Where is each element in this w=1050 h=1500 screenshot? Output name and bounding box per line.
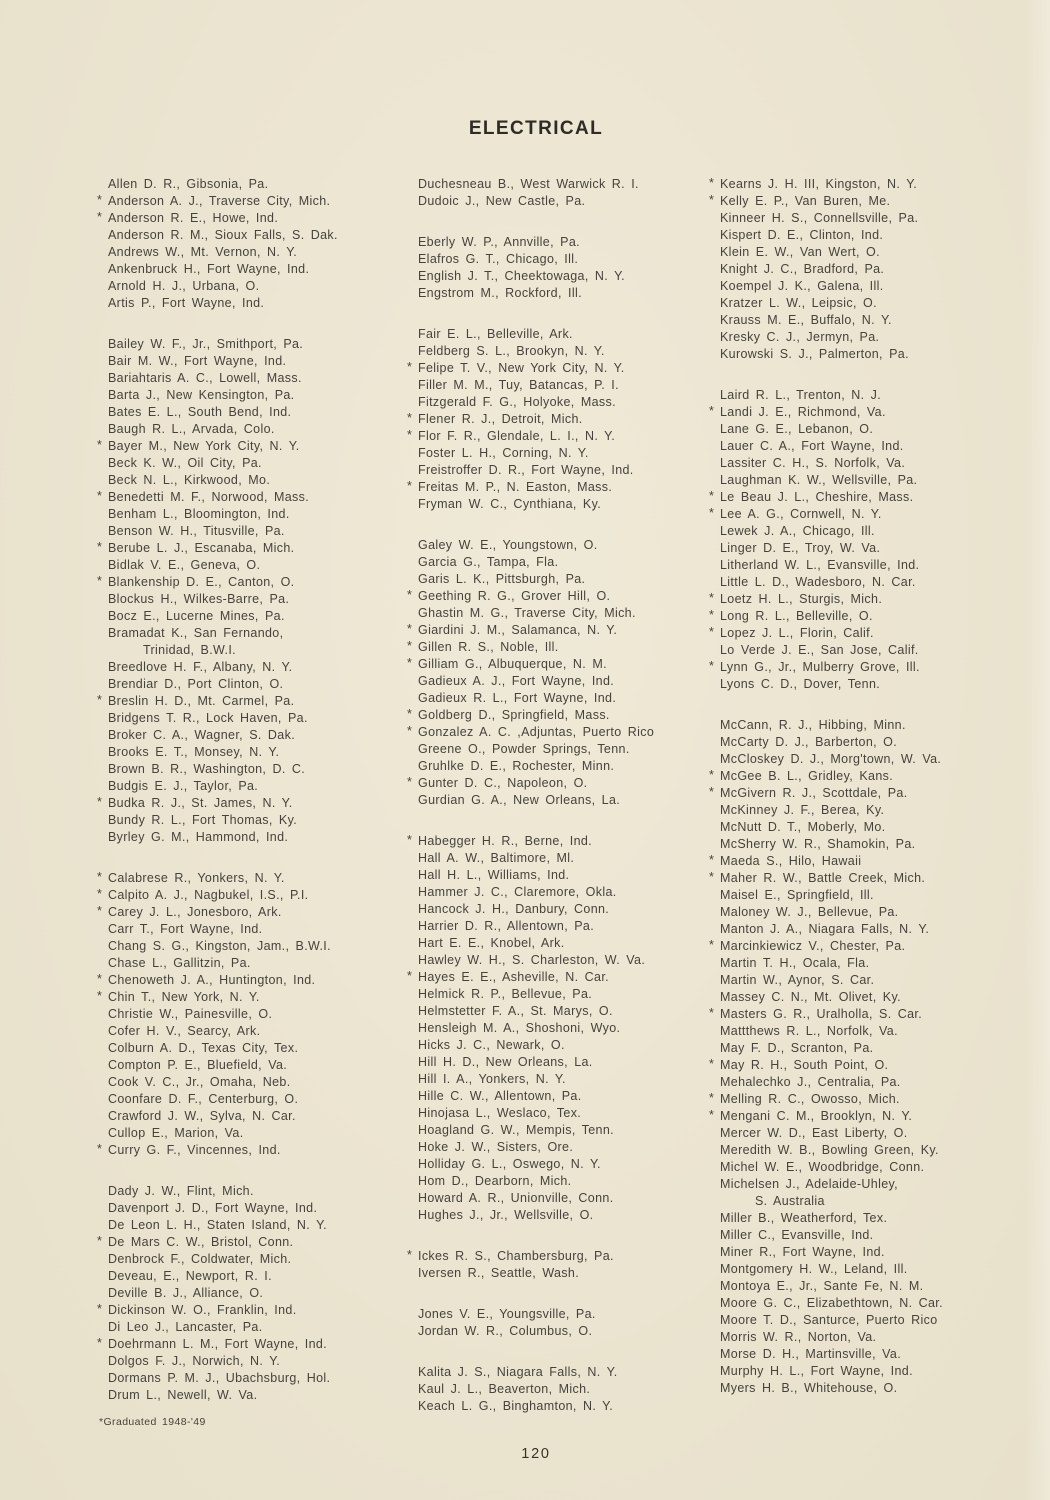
directory-entry: Hinojasa L., Weslaco, Tex. — [418, 1106, 582, 1120]
directory-entry: Hensleigh M. A., Shoshoni, Wyo. — [418, 1021, 621, 1035]
graduated-asterisk: * — [97, 989, 103, 1003]
directory-entry: Breedlove H. F., Albany, N. Y. — [108, 660, 293, 674]
directory-entry: Beck N. L., Kirkwood, Mo. — [108, 473, 271, 487]
directory-entry: Mercer W. D., East Liberty, O. — [720, 1126, 908, 1140]
directory-entry: Hille C. W., Allentown, Pa. — [418, 1089, 582, 1103]
entry-group — [407, 1364, 715, 1415]
graduated-asterisk: * — [407, 479, 413, 493]
directory-entry: * Bayer M., New York City, N. Y. — [97, 438, 300, 453]
graduated-asterisk: * — [97, 210, 103, 224]
directory-entry: Laird R. L., Trenton, N. J. — [720, 388, 882, 402]
graduated-asterisk: * — [407, 622, 413, 636]
directory-entry: Morse D. H., Martinsville, Va. — [720, 1347, 902, 1361]
directory-entry: De Leon L. H., Staten Island, N. Y. — [108, 1218, 327, 1232]
directory-entry: Hill H. D., New Orleans, La. — [418, 1055, 593, 1069]
directory-entry: Hoke J. W., Sisters, Ore. — [418, 1140, 574, 1154]
directory-entry: Murphy H. L., Fort Wayne, Ind. — [720, 1364, 913, 1378]
entry-group — [709, 387, 1039, 693]
directory-entry: Lo Verde J. E., San Jose, Calif. — [720, 643, 919, 657]
graduated-asterisk: * — [709, 506, 715, 520]
directory-entry: Hughes J., Jr., Wellsville, O. — [418, 1208, 594, 1222]
directory-entry: Krauss M. E., Buffalo, N. Y. — [720, 313, 892, 327]
directory-entry: * Lynn G., Jr., Mulberry Grove, Ill. — [709, 659, 920, 674]
directory-entry: * Gillen R. S., Noble, Ill. — [407, 639, 559, 654]
directory-entry: * Breslin H. D., Mt. Carmel, Pa. — [97, 693, 295, 708]
directory-entry: Lane G. E., Lebanon, O. — [720, 422, 874, 436]
directory-entry: McSherry W. R., Shamokin, Pa. — [720, 837, 916, 851]
directory-entry: McCann, R. J., Hibbing, Minn. — [720, 718, 906, 732]
directory-entry: Holliday G. L., Oswego, N. Y. — [418, 1157, 601, 1171]
entry-continuation-line: Trinidad, B.W.I. — [143, 643, 236, 657]
directory-entry: * Kelly E. P., Van Buren, Me. — [709, 193, 891, 208]
directory-entry: Colburn A. D., Texas City, Tex. — [108, 1041, 299, 1055]
graduated-asterisk: * — [407, 639, 413, 653]
directory-entry: Jones V. E., Youngsville, Pa. — [418, 1307, 596, 1321]
directory-entry: Klein E. W., Van Wert, O. — [720, 245, 880, 259]
directory-entry: Benson W. H., Titusville, Pa. — [108, 524, 285, 538]
directory-entry: Anderson R. M., Sioux Falls, S. Dak. — [108, 228, 338, 242]
entry-group — [97, 176, 405, 312]
directory-entry: McKinney J. F., Berea, Ky. — [720, 803, 885, 817]
directory-entry: * Maher R. W., Battle Creek, Mich. — [709, 870, 926, 885]
directory-entry: Cullop E., Marion, Va. — [108, 1126, 244, 1140]
graduated-asterisk: * — [709, 853, 715, 867]
directory-entry: Hart E. E., Knobel, Ark. — [418, 936, 565, 950]
graduated-asterisk: * — [97, 193, 103, 207]
graduated-asterisk: * — [407, 360, 413, 374]
graduated-asterisk: * — [97, 887, 103, 901]
directory-entry: Beck K. W., Oil City, Pa. — [108, 456, 262, 470]
directory-entry: Hicks J. C., Newark, O. — [418, 1038, 565, 1052]
directory-entry: Miner R., Fort Wayne, Ind. — [720, 1245, 885, 1259]
graduated-asterisk: * — [97, 1234, 103, 1248]
directory-entry: May F. D., Scranton, Pa. — [720, 1041, 874, 1055]
directory-entry: Andrews W., Mt. Vernon, N. Y. — [108, 245, 298, 259]
graduated-asterisk: * — [407, 775, 413, 789]
graduated-asterisk: * — [407, 588, 413, 602]
directory-entry: * Anderson R. E., Howe, Ind. — [97, 210, 279, 225]
directory-entry: Bocz E., Lucerne Mines, Pa. — [108, 609, 285, 623]
directory-entry: Cook V. C., Jr., Omaha, Neb. — [108, 1075, 291, 1089]
directory-entry: Hill I. A., Yonkers, N. Y. — [418, 1072, 566, 1086]
directory-entry: Fitzgerald F. G., Holyoke, Mass. — [418, 395, 616, 409]
entry-continuation-line: S. Australia — [755, 1194, 825, 1208]
graduated-asterisk: * — [407, 411, 413, 425]
directory-entry: * Chenoweth J. A., Huntington, Ind. — [97, 972, 316, 987]
directory-entry: Benham L., Bloomington, Ind. — [108, 507, 290, 521]
directory-entry: * Ickes R. S., Chambersburg, Pa. — [407, 1248, 614, 1263]
directory-entry: Lassiter C. H., S. Norfolk, Va. — [720, 456, 906, 470]
directory-entry: Iversen R., Seattle, Wash. — [418, 1266, 580, 1280]
directory-entry: English J. T., Cheektowaga, N. Y. — [418, 269, 625, 283]
directory-entry: Arnold H. J., Urbana, O. — [108, 279, 260, 293]
directory-entry: Fryman W. C., Cynthiana, Ky. — [418, 497, 602, 511]
graduated-asterisk: * — [97, 795, 103, 809]
directory-entry: Morris W. R., Norton, Va. — [720, 1330, 877, 1344]
graduated-asterisk: * — [709, 404, 715, 418]
directory-entry: * Le Beau J. L., Cheshire, Mass. — [709, 489, 914, 504]
entry-group — [97, 870, 405, 1159]
directory-entry: Kispert D. E., Clinton, Ind. — [720, 228, 884, 242]
graduated-asterisk: * — [709, 768, 715, 782]
directory-entry: * Kearns J. H. III, Kingston, N. Y. — [709, 176, 918, 191]
directory-entry: Hom D., Dearborn, Mich. — [418, 1174, 572, 1188]
directory-entry: Moore G. C., Elizabethtown, N. Car. — [720, 1296, 943, 1310]
graduated-asterisk: * — [97, 904, 103, 918]
directory-entry: Mehalechko J., Centralia, Pa. — [720, 1075, 901, 1089]
directory-entry: Mattthews R. L., Norfolk, Va. — [720, 1024, 898, 1038]
directory-entry: * Lee A. G., Cornwell, N. Y. — [709, 506, 882, 521]
directory-entry: Kratzer L. W., Leipsic, O. — [720, 296, 877, 310]
directory-entry: Drum L., Newell, W. Va. — [108, 1388, 258, 1402]
directory-entry: Brooks E. T., Monsey, N. Y. — [108, 745, 280, 759]
directory-entry: Bair M. W., Fort Wayne, Ind. — [108, 354, 287, 368]
directory-entry: Davenport J. D., Fort Wayne, Ind. — [108, 1201, 318, 1215]
directory-entry: * Maeda S., Hilo, Hawaii — [709, 853, 862, 868]
directory-entry: Massey C. N., Mt. Olivet, Ky. — [720, 990, 901, 1004]
directory-entry: Montoya E., Jr., Sante Fe, N. M. — [720, 1279, 924, 1293]
graduated-asterisk: * — [97, 693, 103, 707]
directory-entry: * Melling R. C., Owosso, Mich. — [709, 1091, 900, 1106]
directory-entry: * Loetz H. L., Sturgis, Mich. — [709, 591, 883, 606]
directory-entry: * Freitas M. P., N. Easton, Mass. — [407, 479, 613, 494]
graduated-asterisk: * — [97, 972, 103, 986]
directory-entry: Chang S. G., Kingston, Jam., B.W.I. — [108, 939, 331, 953]
directory-entry: * Carey J. L., Jonesboro, Ark. — [97, 904, 282, 919]
directory-entry: Gadieux R. L., Fort Wayne, Ind. — [418, 691, 617, 705]
directory-entry: Lewek J. A., Chicago, Ill. — [720, 524, 875, 538]
directory-entry: Meredith W. B., Bowling Green, Ky. — [720, 1143, 939, 1157]
directory-entry: Little L. D., Wadesboro, N. Car. — [720, 575, 916, 589]
directory-entry: Byrley G. M., Hammond, Ind. — [108, 830, 289, 844]
directory-entry: Helmick R. P., Bellevue, Pa. — [418, 987, 593, 1001]
directory-entry: Dolgos F. J., Norwich, N. Y. — [108, 1354, 281, 1368]
directory-entry: Barta J., New Kensington, Pa. — [108, 388, 295, 402]
directory-entry: * Long R. L., Belleville, O. — [709, 608, 873, 623]
graduated-asterisk: * — [709, 591, 715, 605]
graduated-asterisk: * — [407, 707, 413, 721]
directory-entry: Montgomery H. W., Leland, Ill. — [720, 1262, 908, 1276]
directory-entry: Lauer C. A., Fort Wayne, Ind. — [720, 439, 904, 453]
directory-entry: Linger D. E., Troy, W. Va. — [720, 541, 881, 555]
directory-entry: * Felipe T. V., New York City, N. Y. — [407, 360, 625, 375]
directory-entry: Carr T., Fort Wayne, Ind. — [108, 922, 263, 936]
entry-group — [407, 537, 715, 809]
directory-entry: Koempel J. K., Galena, Ill. — [720, 279, 884, 293]
directory-entry: Broker C. A., Wagner, S. Dak. — [108, 728, 296, 742]
graduated-asterisk: * — [97, 1142, 103, 1156]
directory-entry: * Geething R. G., Grover Hill, O. — [407, 588, 611, 603]
directory-entry: Ankenbruck H., Fort Wayne, Ind. — [108, 262, 310, 276]
directory-entry: Howard A. R., Unionville, Conn. — [418, 1191, 614, 1205]
directory-entry: McCarty D. J., Barberton, O. — [720, 735, 898, 749]
directory-entry: * Benedetti M. F., Norwood, Mass. — [97, 489, 310, 504]
directory-entry: McNutt D. T., Moberly, Mo. — [720, 820, 886, 834]
directory-entry: * McGee B. L., Gridley, Kans. — [709, 768, 894, 783]
directory-entry: Duchesneau B., West Warwick R. I. — [418, 177, 639, 191]
directory-entry: * Hayes E. E., Asheville, N. Car. — [407, 969, 609, 984]
directory-entry: * Marcinkiewicz V., Chester, Pa. — [709, 938, 906, 953]
directory-entry: Baugh R. L., Arvada, Colo. — [108, 422, 275, 436]
directory-entry: Budgis E. J., Taylor, Pa. — [108, 779, 259, 793]
directory-entry: * Flener R. J., Detroit, Mich. — [407, 411, 583, 426]
directory-entry: Gruhlke D. E., Rochester, Minn. — [418, 759, 615, 773]
directory-column-3 — [709, 176, 1039, 1421]
directory-entry: Brown B. R., Washington, D. C. — [108, 762, 306, 776]
directory-entry: Michel W. E., Woodbridge, Conn. — [720, 1160, 925, 1174]
directory-entry: Hall A. W., Baltimore, Ml. — [418, 851, 575, 865]
entry-group — [407, 326, 715, 513]
directory-entry: Blockus H., Wilkes-Barre, Pa. — [108, 592, 290, 606]
directory-entry: Deveau, E., Newport, R. I. — [108, 1269, 272, 1283]
graduated-asterisk: * — [709, 938, 715, 952]
directory-entry: Knight J. C., Bradford, Pa. — [720, 262, 885, 276]
graduated-asterisk: * — [709, 176, 715, 190]
graduated-asterisk: * — [97, 540, 103, 554]
directory-entry: Hall H. L., Williams, Ind. — [418, 868, 570, 882]
directory-entry: Bariahtaris A. C., Lowell, Mass. — [108, 371, 302, 385]
directory-entry: Brendiar D., Port Clinton, O. — [108, 677, 284, 691]
entry-group — [407, 176, 715, 210]
directory-entry: Chase L., Gallitzin, Pa. — [108, 956, 251, 970]
directory-entry: * Habegger H. R., Berne, Ind. — [407, 833, 592, 848]
directory-entry: Myers H. B., Whitehouse, O. — [720, 1381, 898, 1395]
directory-entry: Kinneer H. S., Connellsville, Pa. — [720, 211, 919, 225]
graduated-asterisk: * — [407, 656, 413, 670]
directory-entry: Eberly W. P., Annville, Pa. — [418, 235, 580, 249]
graduated-asterisk: * — [97, 870, 103, 884]
directory-entry: Miller B., Weatherford, Tex. — [720, 1211, 888, 1225]
directory-entry: * Masters G. R., Uralholla, S. Car. — [709, 1006, 923, 1021]
graduated-asterisk: * — [97, 489, 103, 503]
graduated-asterisk: * — [407, 833, 413, 847]
graduated-asterisk: * — [407, 428, 413, 442]
directory-entry: * Giardini J. M., Salamanca, N. Y. — [407, 622, 618, 637]
directory-entry: * De Mars C. W., Bristol, Conn. — [97, 1234, 294, 1249]
graduated-asterisk: * — [709, 608, 715, 622]
graduated-asterisk: * — [97, 1336, 103, 1350]
graduated-asterisk: * — [709, 489, 715, 503]
directory-entry: Bidlak V. E., Geneva, O. — [108, 558, 261, 572]
graduated-asterisk: * — [709, 1091, 715, 1105]
graduated-asterisk: * — [709, 785, 715, 799]
directory-entry: Maisel E., Springfield, Ill. — [720, 888, 874, 902]
graduated-asterisk: * — [97, 1302, 103, 1316]
directory-entry: Litherland W. L., Evansville, Ind. — [720, 558, 920, 572]
directory-entry: Deville B. J., Alliance, O. — [108, 1286, 264, 1300]
entry-group — [97, 1183, 405, 1404]
directory-entry: Garcia G., Tampa, Fla. — [418, 555, 559, 569]
directory-entry: Crawford J. W., Sylva, N. Car. — [108, 1109, 296, 1123]
directory-entry: Moore T. D., Santurce, Puerto Rico — [720, 1313, 938, 1327]
directory-entry: Helmstetter F. A., St. Marys, O. — [418, 1004, 613, 1018]
directory-entry: * Chin T., New York, N. Y. — [97, 989, 260, 1004]
directory-entry: Freistroffer D. R., Fort Wayne, Ind. — [418, 463, 634, 477]
graduated-asterisk: * — [709, 1006, 715, 1020]
directory-entry: * Gilliam G., Albuquerque, N. M. — [407, 656, 607, 671]
directory-entry: Bailey W. F., Jr., Smithport, Pa. — [108, 337, 304, 351]
directory-entry: * Flor F. R., Glendale, L. I., N. Y. — [407, 428, 616, 443]
directory-column-2 — [407, 176, 715, 1439]
directory-entry: Bates E. L., South Bend, Ind. — [108, 405, 292, 419]
directory-entry: * Calpito A. J., Nagbukel, I.S., P.I. — [97, 887, 309, 902]
directory-entry: Bramadat K., San Fernando, — [108, 626, 284, 640]
directory-entry: Bundy R. L., Fort Thomas, Ky. — [108, 813, 298, 827]
entry-group — [709, 717, 1039, 1397]
graduated-asterisk: * — [709, 870, 715, 884]
directory-entry: Dudoic J., New Castle, Pa. — [418, 194, 586, 208]
graduated-footnote: *Graduated 1948-'49 — [99, 1416, 206, 1428]
directory-entry: Michelsen J., Adelaide-Uhley, — [720, 1177, 898, 1191]
directory-entry: Cofer H. V., Searcy, Ark. — [108, 1024, 261, 1038]
directory-entry: Manton J. A., Niagara Falls, N. Y. — [720, 922, 930, 936]
directory-entry: Allen D. R., Gibsonia, Pa. — [108, 177, 269, 191]
directory-entry: * Dickinson W. O., Franklin, Ind. — [97, 1302, 297, 1317]
directory-entry: Feldberg S. L., Brookyn, N. Y. — [418, 344, 605, 358]
directory-entry: Kurowski S. J., Palmerton, Pa. — [720, 347, 909, 361]
directory-entry: * Calabrese R., Yonkers, N. Y. — [97, 870, 285, 885]
directory-entry: Dady J. W., Flint, Mich. — [108, 1184, 254, 1198]
directory-entry: Kresky C. J., Jermyn, Pa. — [720, 330, 880, 344]
graduated-asterisk: * — [407, 969, 413, 983]
directory-entry: Laughman K. W., Wellsville, Pa. — [720, 473, 918, 487]
directory-entry: Keach L. G., Binghamton, N. Y. — [418, 1399, 614, 1413]
graduated-asterisk: * — [97, 438, 103, 452]
directory-entry: Filler M. M., Tuy, Batancas, P. I. — [418, 378, 619, 392]
directory-entry: Hancock J. H., Danbury, Conn. — [418, 902, 610, 916]
directory-entry: Martin W., Aynor, S. Car. — [720, 973, 875, 987]
directory-entry: Lyons C. D., Dover, Tenn. — [720, 677, 881, 691]
directory-entry: * Lopez J. L., Florin, Calif. — [709, 625, 874, 640]
graduated-asterisk: * — [97, 574, 103, 588]
entry-group — [407, 833, 715, 1224]
entry-group — [407, 1248, 715, 1282]
directory-entry: * Berube L. J., Escanaba, Mich. — [97, 540, 295, 555]
directory-entry: Ghastin M. G., Traverse City, Mich. — [418, 606, 636, 620]
directory-entry: * Budka R. J., St. James, N. Y. — [97, 795, 293, 810]
entry-group — [97, 336, 405, 846]
directory-entry: Hammer J. C., Claremore, Okla. — [418, 885, 617, 899]
directory-entry: * May R. H., South Point, O. — [709, 1057, 889, 1072]
directory-entry: * Gunter D. C., Napoleon, O. — [407, 775, 588, 790]
directory-entry: Christie W., Painesville, O. — [108, 1007, 273, 1021]
entry-group — [407, 1306, 715, 1340]
directory-entry: * Mengani C. M., Brooklyn, N. Y. — [709, 1108, 913, 1123]
directory-entry: McCloskey D. J., Morg'town, W. Va. — [720, 752, 942, 766]
graduated-asterisk: * — [709, 659, 715, 673]
graduated-asterisk: * — [709, 625, 715, 639]
directory-entry: Foster L. H., Corning, N. Y. — [418, 446, 589, 460]
directory-entry: * Curry G. F., Vincennes, Ind. — [97, 1142, 281, 1157]
directory-entry: Dormans P. M. J., Ubachsburg, Hol. — [108, 1371, 331, 1385]
graduated-asterisk: * — [709, 1057, 715, 1071]
directory-entry: Hawley W. H., S. Charleston, W. Va. — [418, 953, 646, 967]
directory-entry: * Doehrmann L. M., Fort Wayne, Ind. — [97, 1336, 327, 1351]
directory-entry: Hoagland G. W., Mempis, Tenn. — [418, 1123, 614, 1137]
directory-entry: Jordan W. R., Columbus, O. — [418, 1324, 593, 1338]
directory-entry: Artis P., Fort Wayne, Ind. — [108, 296, 265, 310]
graduated-asterisk: * — [709, 1108, 715, 1122]
entry-group — [709, 176, 1039, 363]
directory-entry: Garis L. K., Pittsburgh, Pa. — [418, 572, 586, 586]
directory-entry: * McGivern R. J., Scottdale, Pa. — [709, 785, 908, 800]
graduated-asterisk: * — [407, 1248, 413, 1262]
directory-entry: Kalita J. S., Niagara Falls, N. Y. — [418, 1365, 618, 1379]
graduated-asterisk: * — [407, 724, 413, 738]
directory-entry: Engstrom M., Rockford, Ill. — [418, 286, 582, 300]
graduated-asterisk: * — [709, 193, 715, 207]
directory-entry: Martin T. H., Ocala, Fla. — [720, 956, 870, 970]
directory-entry: Maloney W. J., Bellevue, Pa. — [720, 905, 899, 919]
directory-entry: * Goldberg D., Springfield, Mass. — [407, 707, 610, 722]
directory-entry: * Gonzalez A. C. ,Adjuntas, Puerto Rico — [407, 724, 655, 739]
directory-entry: * Landi J. E., Richmond, Va. — [709, 404, 886, 419]
page-number: 120 — [521, 1446, 551, 1462]
page-title: ELECTRICAL — [468, 118, 604, 139]
directory-entry: Bridgens T. R., Lock Haven, Pa. — [108, 711, 308, 725]
directory-entry: Harrier D. R., Allentown, Pa. — [418, 919, 595, 933]
directory-entry: Kaul J. L., Beaverton, Mich. — [418, 1382, 591, 1396]
directory-entry: Di Leo J., Lancaster, Pa. — [108, 1320, 263, 1334]
directory-entry: Elafros G. T., Chicago, Ill. — [418, 252, 579, 266]
directory-entry: Fair E. L., Belleville, Ark. — [418, 327, 573, 341]
directory-entry: * Anderson A. J., Traverse City, Mich. — [97, 193, 331, 208]
directory-entry: Gadieux A. J., Fort Wayne, Ind. — [418, 674, 615, 688]
entry-group — [407, 234, 715, 302]
directory-entry: Denbrock F., Coldwater, Mich. — [108, 1252, 292, 1266]
directory-column-1 — [97, 176, 405, 1428]
directory-entry: * Blankenship D. E., Canton, O. — [97, 574, 295, 589]
directory-entry: Miller C., Evansville, Ind. — [720, 1228, 874, 1242]
directory-entry: Greene O., Powder Springs, Tenn. — [418, 742, 630, 756]
directory-entry: Coonfare D. F., Centerburg, O. — [108, 1092, 299, 1106]
directory-entry: Compton P. E., Bluefield, Va. — [108, 1058, 288, 1072]
directory-entry: Galey W. E., Youngstown, O. — [418, 538, 598, 552]
directory-entry: Gurdian G. A., New Orleans, La. — [418, 793, 621, 807]
